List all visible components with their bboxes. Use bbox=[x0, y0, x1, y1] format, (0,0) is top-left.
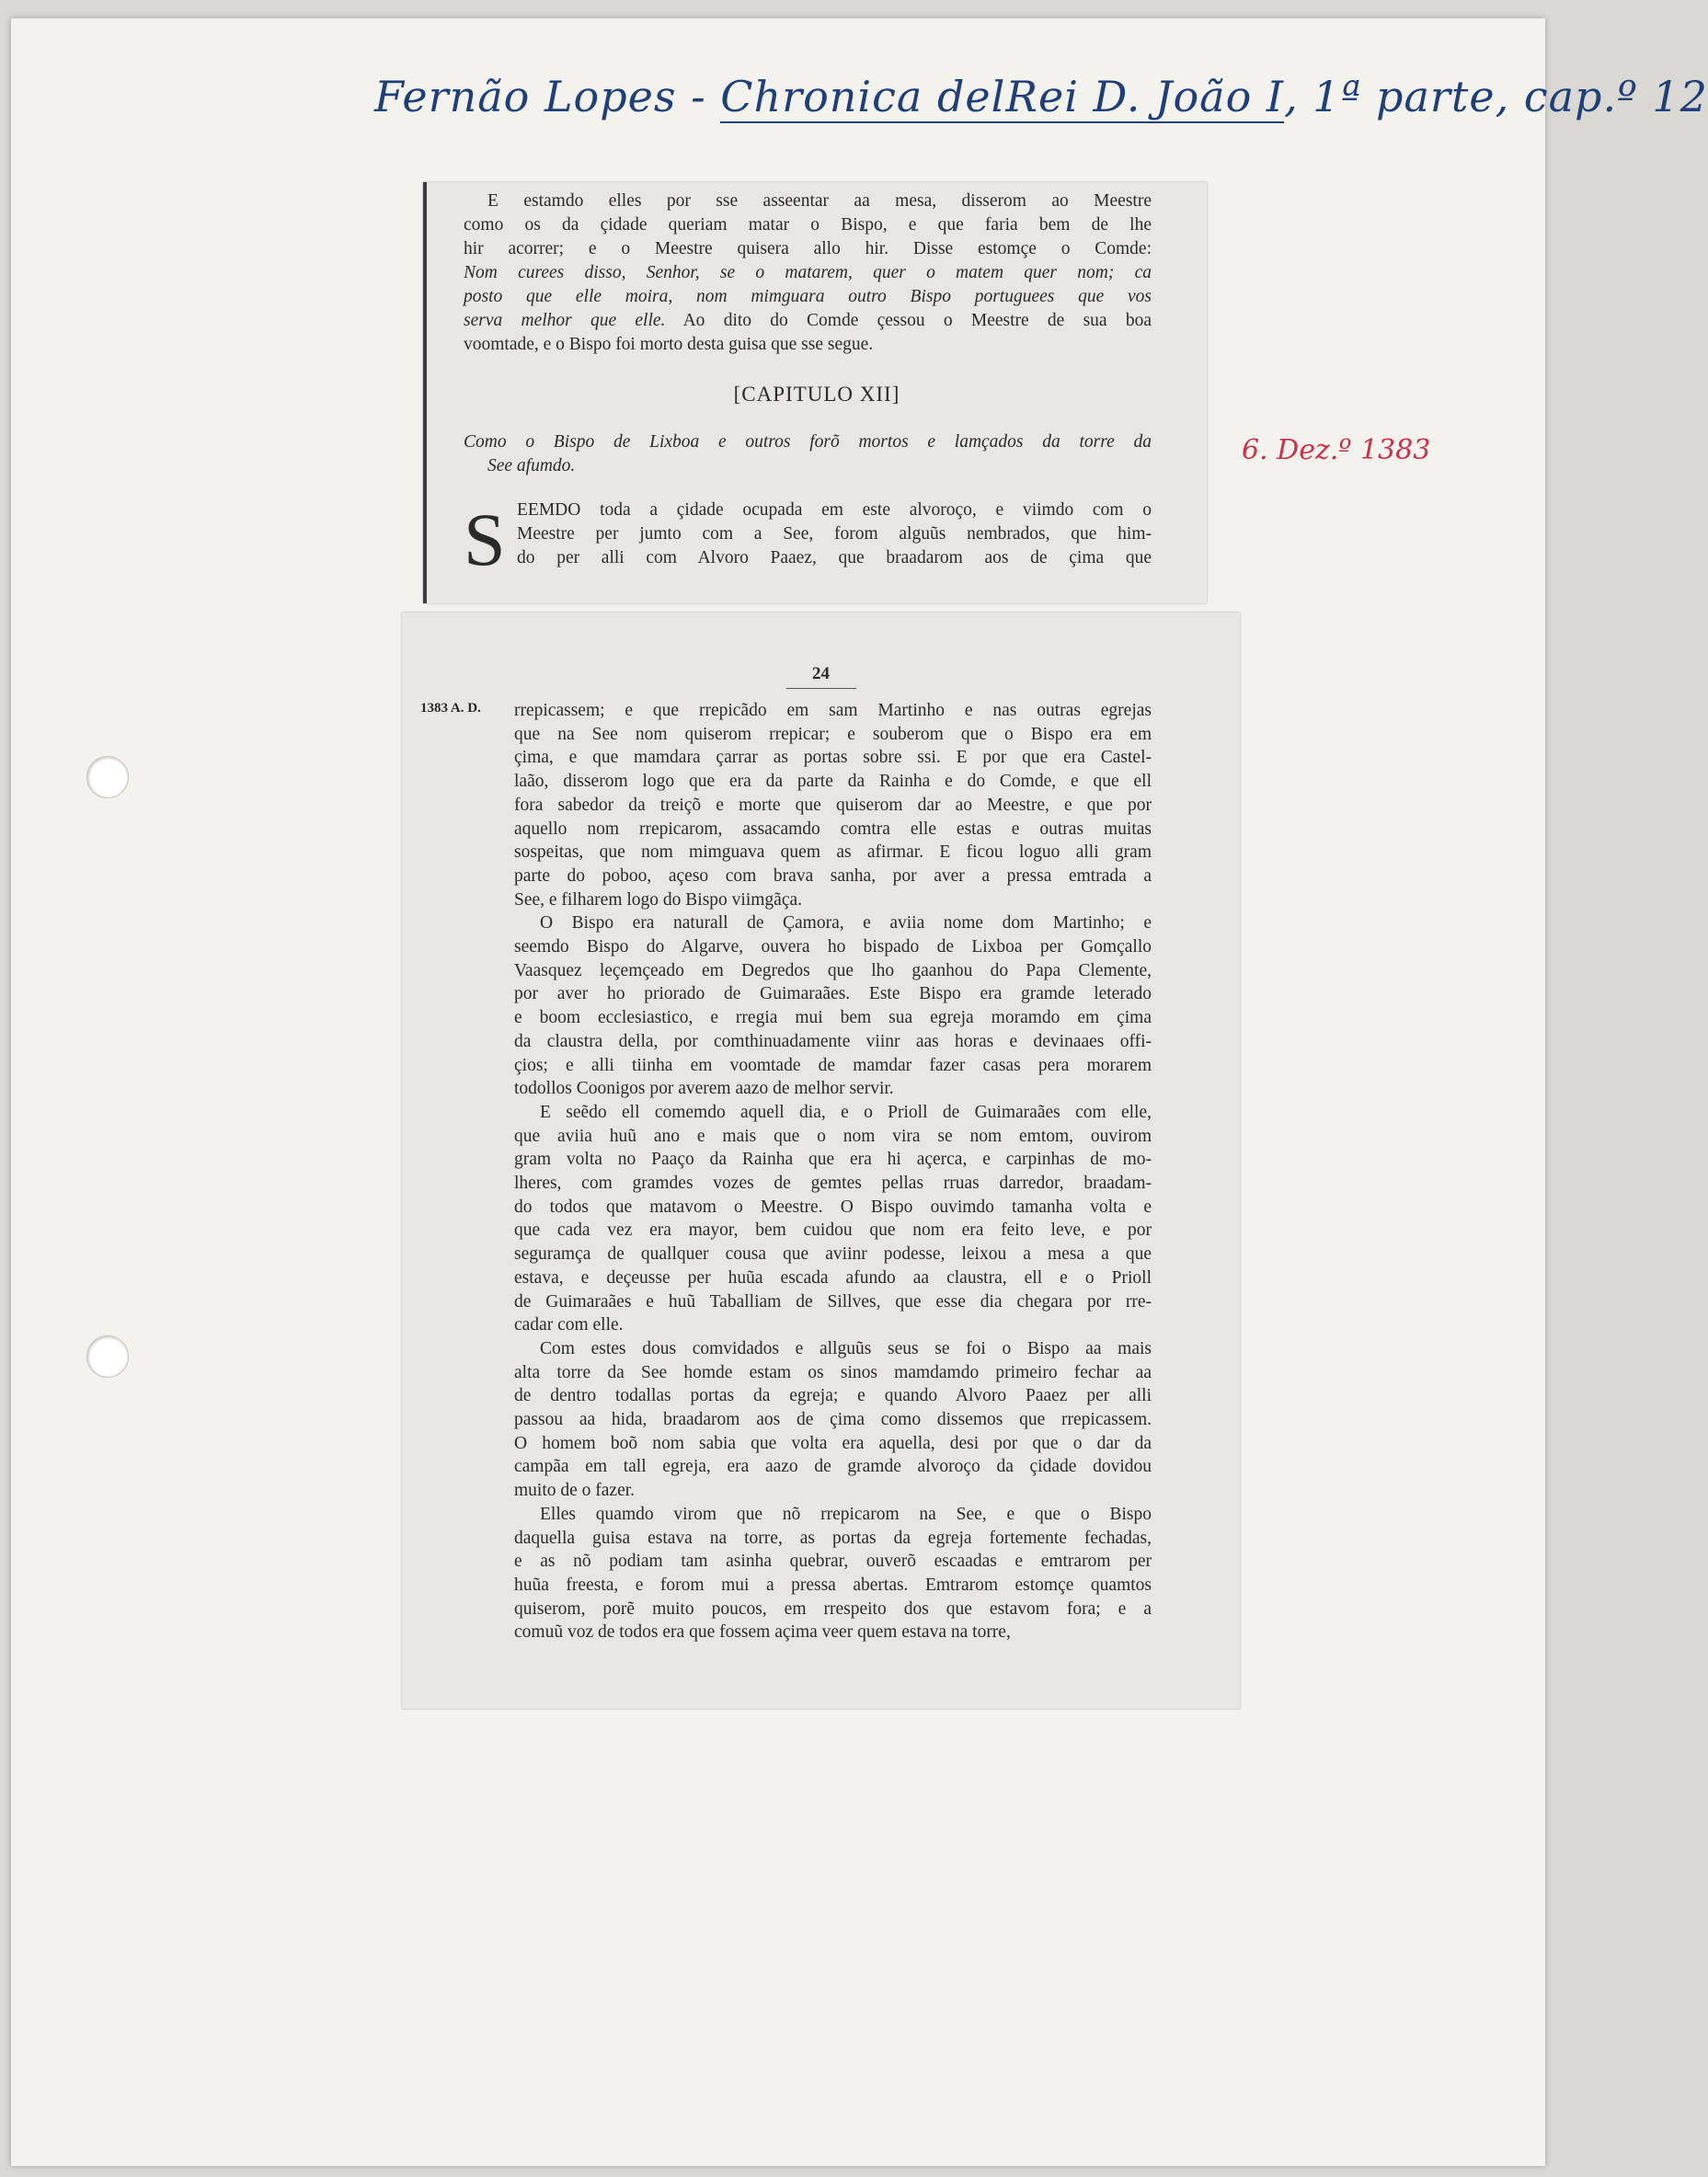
chapter-summary-line: See afumdo. bbox=[487, 456, 576, 476]
text-line: estava, e deçeusse per huũa escada afundo aa claustra, ell e o Prioll bbox=[514, 1267, 1152, 1288]
text-line: çios; e alli tiinha em voomtade de mamdar fazer casas pera morarem bbox=[514, 1055, 1152, 1075]
text-line: serva melhor que elle. Ao dito do Comde çessou o Meestre de sua boa bbox=[464, 311, 1152, 330]
title-rest: , 1ª parte, cap.º 12 bbox=[1284, 72, 1708, 121]
text-line: rrepicassem; e que rrepicãdo em sam Martinho e nas outras egrejas bbox=[514, 701, 1152, 720]
handwritten-title bbox=[374, 72, 1708, 121]
text-line: E seẽdo ell comemdo aquell dia, e o Prioll de Guimaraães com elle, bbox=[540, 1102, 1152, 1122]
text-line: seemdo Bispo do Algarve, ouvera ho bispado de Lixboa per Gomçallo bbox=[514, 937, 1152, 957]
text-line: da claustra della, por comthinuadamente viinr aas horas e devinaaes offi- bbox=[514, 1031, 1152, 1051]
text-line: que cada vez era mayor, bem cuidou que nom era feito leve, e por bbox=[514, 1220, 1152, 1241]
text-line: E estamdo elles por sse asseentar aa mesa, disserom ao Meestre bbox=[487, 191, 1152, 211]
text-line: de Guimaraães e huũ Taballiam de Sillves, que esse dia chegara por rre- bbox=[514, 1291, 1152, 1312]
text-line: muito de o fazer. bbox=[514, 1481, 636, 1501]
text-line: Nom curees disso, Senhor, se o matarem, quer o matem quer nom; ca bbox=[464, 263, 1152, 282]
text-line: çima, e que mamdara çarrar as portas sobre ssi. E por que era Castel- bbox=[514, 748, 1152, 768]
punch-hole bbox=[86, 1335, 129, 1378]
text-line: huũa freesta, e forom mui a pressa abertas. Emtrarom estomçe quamtos bbox=[514, 1575, 1152, 1595]
text-line: lheres, com gramdes vozes de gemtes pellas rruas darredor, braadam- bbox=[514, 1174, 1152, 1193]
text-line: do todos que matavom o Meestre. O Bispo ouvimdo tamanha volta e bbox=[514, 1197, 1152, 1217]
punch-hole bbox=[86, 756, 129, 798]
text-line: O homem boõ nom sabia que volta era aquella, desi por que o dar da bbox=[514, 1433, 1152, 1453]
clipping-bottom bbox=[402, 613, 1240, 1709]
text-line: cadar com elle. bbox=[514, 1315, 624, 1335]
title-author: Fernão Lopes - bbox=[374, 72, 706, 121]
text-line: Com estes dous comvidados e allguũs seus se foi o Bispo aa mais bbox=[540, 1338, 1152, 1358]
page-number-rule bbox=[786, 688, 856, 689]
text-line: hir acorrer; e o Meestre quisera allo hir. Disse estomçe o Comde: bbox=[464, 239, 1152, 258]
text-line: daquella guisa estava na torre, as portas da egreja fortemente fechadas, bbox=[514, 1528, 1152, 1548]
text-line: O Bispo era naturall de Çamora, e aviia nome dom Martinho; e bbox=[540, 913, 1152, 934]
text-line: e boom ecclesiastico, e rregia mui bem sua egreja moramdo em çima bbox=[514, 1008, 1152, 1028]
chapter-heading: [CAPITULO XII] bbox=[733, 383, 900, 406]
text-line: de dentro todallas portas da egreja; e quando Alvoro Paaez per alli bbox=[514, 1386, 1152, 1406]
text-line: EEMDO toda a çidade ocupada em este alvoroço, e viimdo com o bbox=[517, 500, 1152, 520]
text-line: laão, disserom logo que era da parte da Rainha e do Comde, e que ell bbox=[514, 772, 1152, 792]
page-number: 24 bbox=[812, 664, 830, 683]
text-line: posto que elle moira, nom mimguara outro Bispo portuguees que vos bbox=[464, 287, 1152, 306]
chapter-summary-line: Como o Bispo de Lixboa e outros forõ mortos e lamçados da torre da bbox=[464, 432, 1152, 452]
text-line: alta torre da See homde estam os sinos mamdamdo primeiro fechar aa bbox=[514, 1362, 1152, 1382]
text-line: por aver ho priorado de Guimaraães. Este Bispo era gramde leterado bbox=[514, 984, 1152, 1004]
text-line: que aviia huũ ano e mais que o nom vira se nom emtom, ouvirom bbox=[514, 1126, 1152, 1146]
text-line: que na See nom quiserom rrepicar; e souberom que o Bispo era em bbox=[514, 724, 1152, 744]
text-line: sospeitas, que nom mimguava quem as afirmar. E ficou loguo alli gram bbox=[514, 842, 1152, 863]
archive-sheet bbox=[11, 18, 1708, 2166]
text-line: seguramça de quallquer cousa que aviinr podesse, leixou a mesa a que bbox=[514, 1244, 1152, 1265]
text-line: do per alli com Alvoro Paaez, que braadarom aos de çima que bbox=[517, 548, 1152, 567]
text-line: See, e filharem logo do Bispo viimgãça. bbox=[514, 889, 803, 910]
text-line: comuũ voz de todos era que fossem açima veer quem estava na torre, bbox=[514, 1622, 1011, 1643]
text-line: quiserom, porẽ muito poucos, em rrespeito dos que estavom fora; e a bbox=[514, 1598, 1152, 1619]
text-line: voomtade, e o Bispo foi morto desta guisa que sse segue. bbox=[464, 335, 874, 354]
text-line: passou aa hida, braadarom aos de çima como dissemos que rrepicassem. bbox=[514, 1410, 1152, 1429]
text-line: Elles quamdo virom que nõ rrepicarom na See, e que o Bispo bbox=[540, 1504, 1152, 1524]
text-line: campãa em tall egreja, era aazo de gramde alvoroço da çidade dovidou bbox=[514, 1457, 1152, 1477]
text-line: parte do poboo, açeso com brava sanha, por aver a pressa emtrada a bbox=[514, 865, 1152, 886]
text-line: gram volta no Paaço da Rainha que era hi açerca, e carpinhas de mo- bbox=[514, 1150, 1152, 1170]
text-line: todollos Coonigos por averem aazo de melhor servir. bbox=[514, 1079, 894, 1099]
text-line: como os da çidade queriam matar o Bispo, e que faria bem de lhe bbox=[464, 215, 1152, 235]
text-line: fora sabedor da treiçõ e morte que quiserom dar ao Meestre, e que por bbox=[514, 795, 1152, 815]
title-work: Chronica delRei D. João I bbox=[720, 72, 1285, 121]
text-line: aquello nom rrepicarom, assacamdo comtra elle estas e outras muitas bbox=[514, 819, 1152, 839]
text-line: Meestre per jumto com a See, forom alguũs nembrados, que him- bbox=[517, 524, 1152, 544]
handwritten-date: 6. Dez.º 1383 bbox=[1242, 434, 1431, 466]
margin-date: 1383 A. D. bbox=[420, 701, 481, 716]
text-line: Vaasquez leçemçeado em Degredos que lho gaanhou do Papa Clemente, bbox=[514, 960, 1152, 980]
clipping-top bbox=[423, 182, 1207, 603]
text-line: e as nõ podiam tam asinha quebrar, ouverõ escaadas e emtrarom per bbox=[514, 1552, 1152, 1572]
drop-cap: S bbox=[464, 498, 506, 581]
